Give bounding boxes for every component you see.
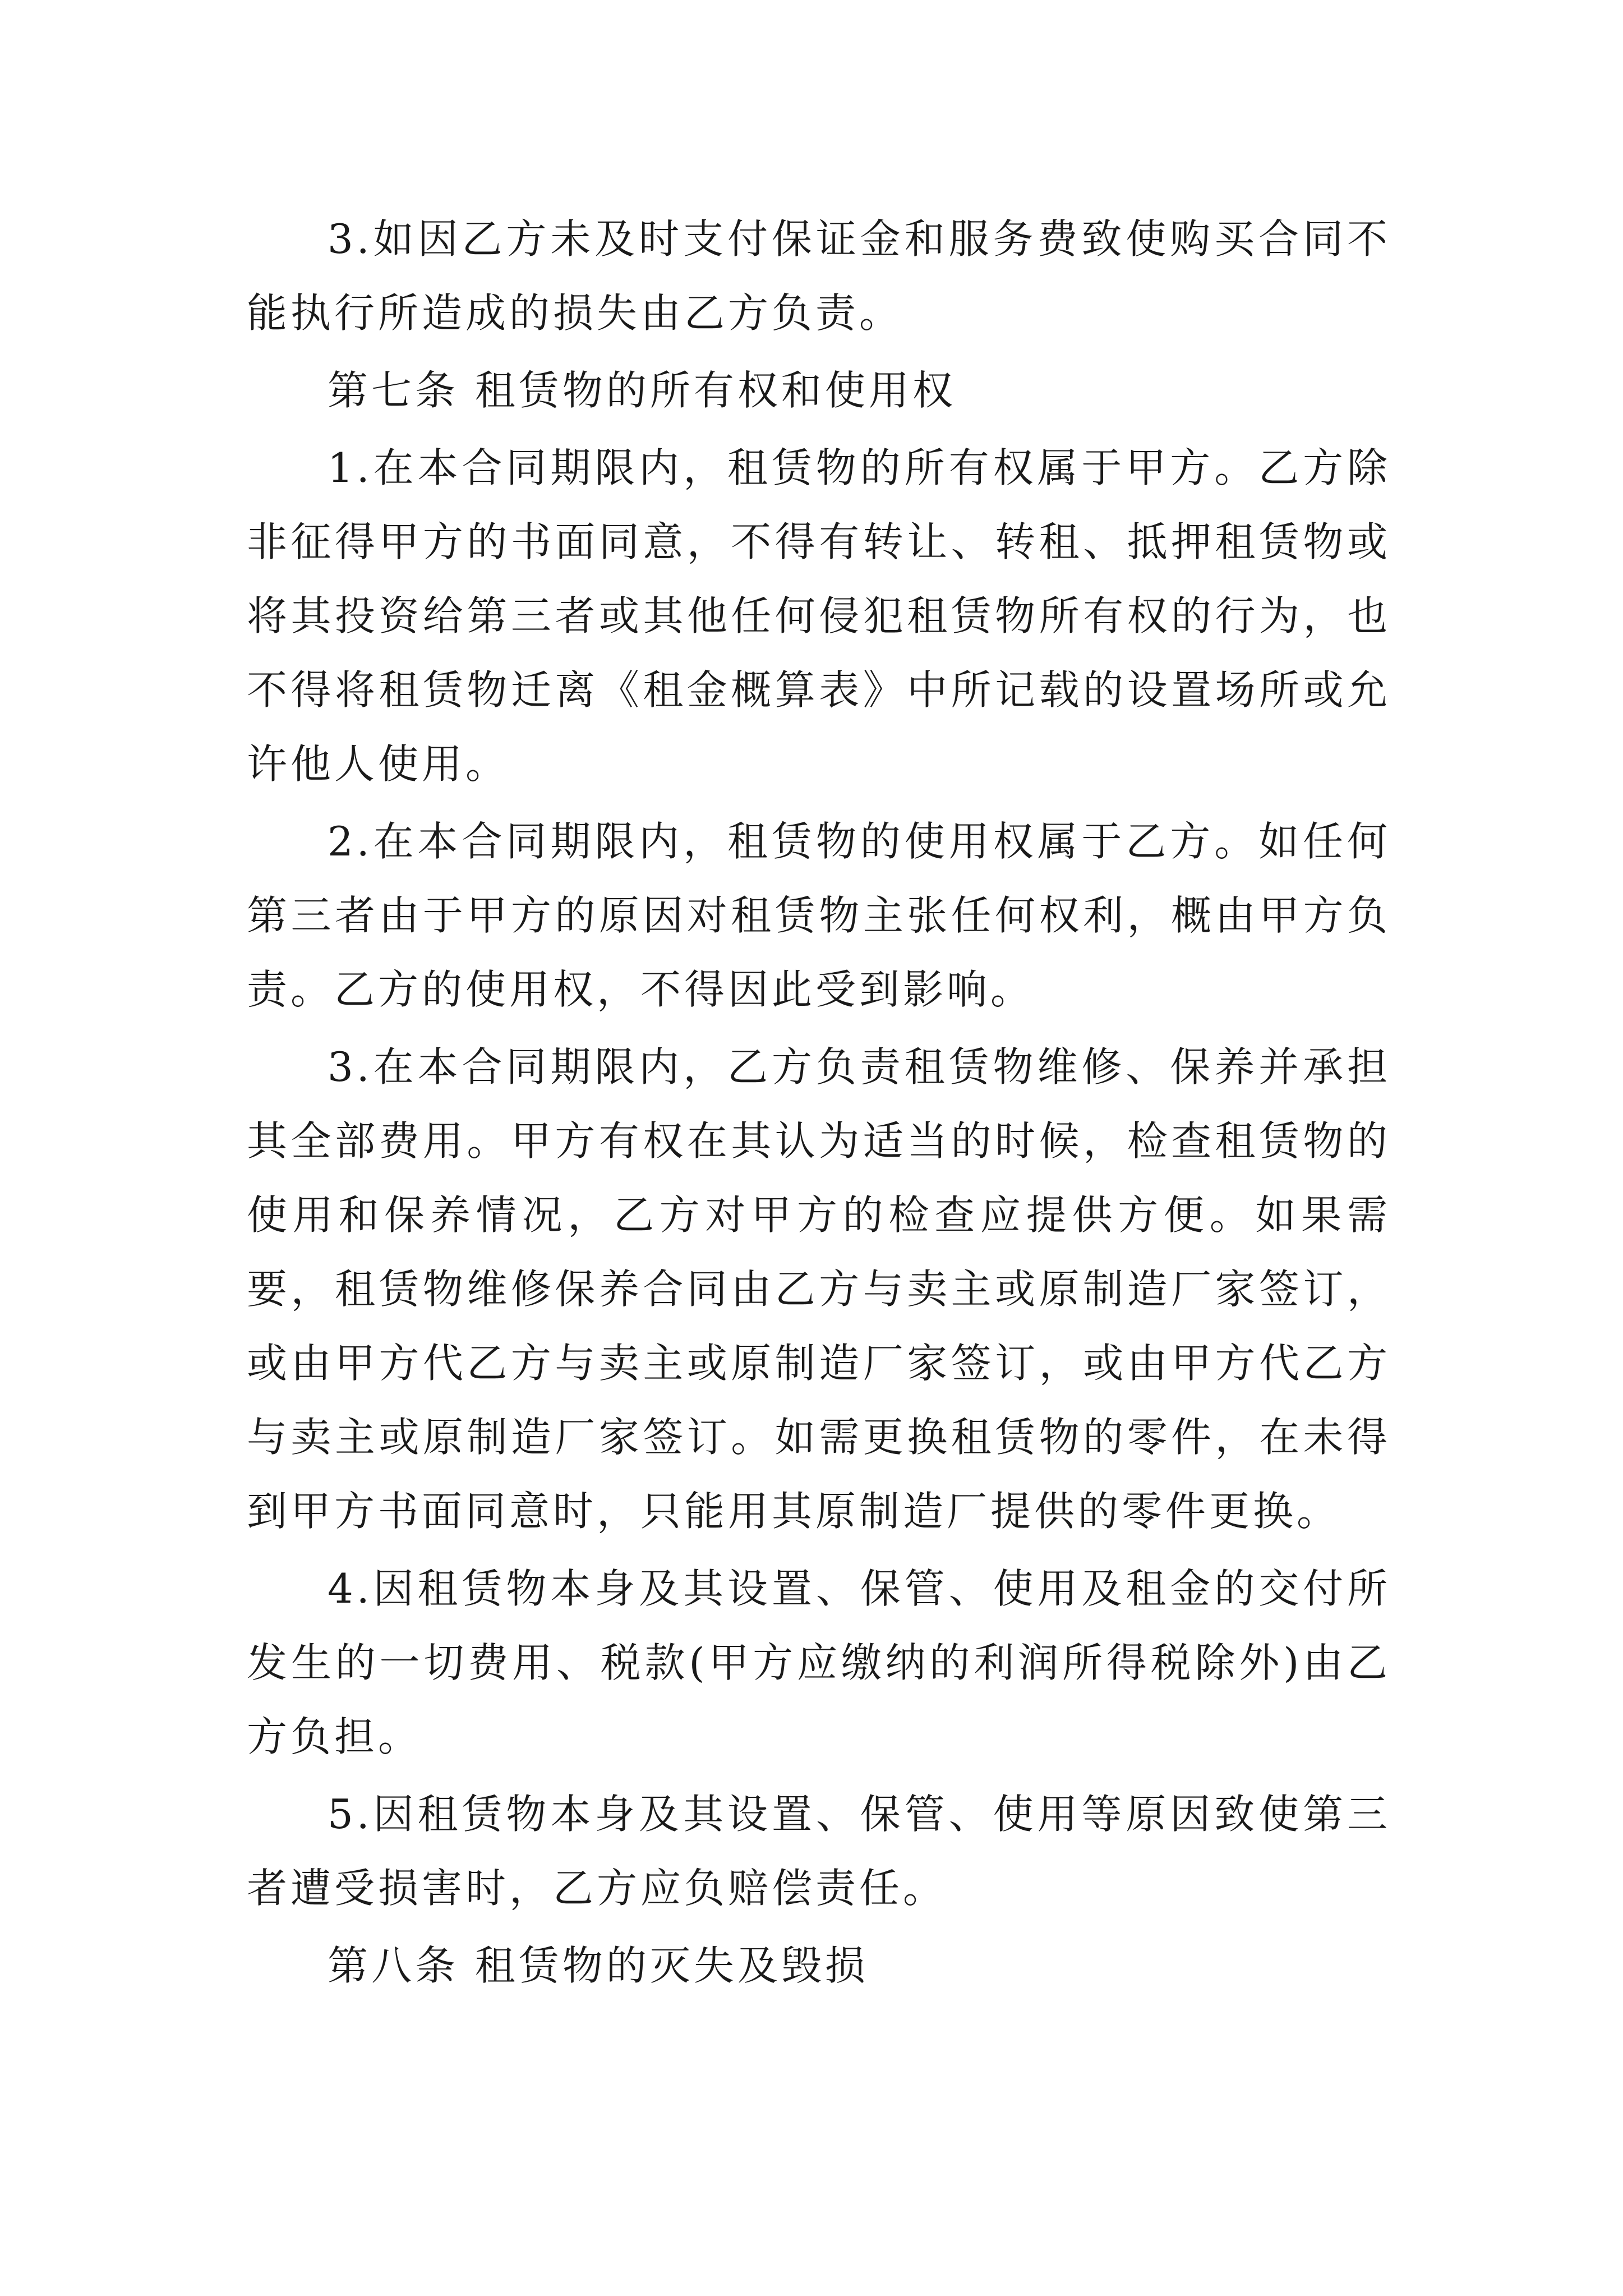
clause-6-item-3: 3.如因乙方未及时支付保证金和服务费致使购买合同不能执行所造成的损失由乙方负责。 <box>247 215 1391 337</box>
clause-7-item-5: 5.因租赁物本身及其设置、保管、使用等原因致使第三者遭受损害时，乙方应负赔偿责任。 <box>247 1791 1391 1912</box>
article-7-heading: 第七条 租赁物的所有权和使用权 <box>328 367 956 414</box>
clause-7-item-3: 3.在本合同期限内，乙方负责租赁物维修、保养并承担其全部费用。甲方有权在其认为适当的时候，检查租赁物的使用和保养情况，乙方对甲方的检查应提供方便。如果需要，租赁物维修保养合同由乙方与卖主或原制造厂家签订，或由甲方代乙方与卖主或原制造厂家签订，或由甲方代乙方与卖主或原制造厂家签订。如需更换租赁物的零件，在未得到甲方书面同意时，只能用其原制造厂提供的零件更换。 <box>247 1043 1391 1535</box>
document-body <box>247 202 1391 2003</box>
clause-7-item-4: 4.因租赁物本身及其设置、保管、使用及租金的交付所发生的一切费用、税款(甲方应缴纳的利润所得税除外)由乙方负担。 <box>247 1565 1391 1760</box>
clause-7-item-2: 2.在本合同期限内，租赁物的使用权属于乙方。如任何第三者由于甲方的原因对租赁物主张任何权利，概由甲方负责。乙方的使用权，不得因此受到影响。 <box>247 818 1391 1013</box>
clause-7-item-1: 1.在本合同期限内，租赁物的所有权属于甲方。乙方除非征得甲方的书面同意，不得有转让、转租、抵押租赁物或将其投资给第三者或其他任何侵犯租赁物所有权的行为，也不得将租赁物迁离《租金概算表》中所记载的设置场所或允许他人使用。 <box>247 444 1391 788</box>
article-8-heading: 第八条 租赁物的灭失及毁损 <box>328 1942 869 1989</box>
